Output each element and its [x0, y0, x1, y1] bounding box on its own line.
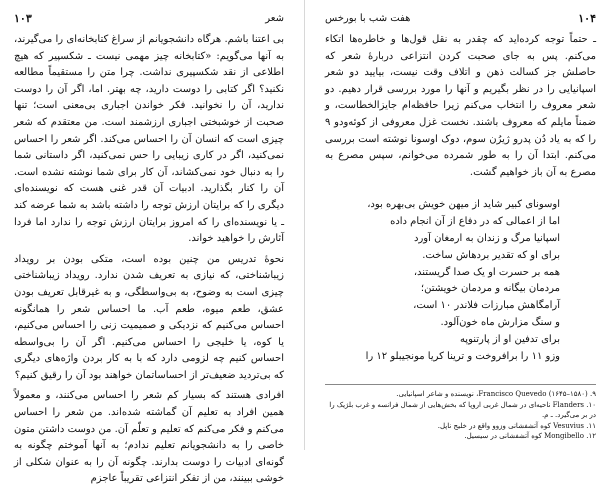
poem-line: مردمان بیگانه و مردمان خویشتن؛: [420, 283, 560, 295]
footnotes: [325, 384, 596, 442]
poem-line: اوسونای کبیر شاید از میهن خویش بی‌بهره بود،: [367, 199, 560, 211]
page-number: ۱۰۳: [14, 11, 32, 25]
poem-line: و سنگ مزارش ماه خون‌آلود.: [440, 316, 560, 328]
running-title: هفت شب با بورخس: [325, 12, 411, 24]
left-page: [0, 0, 305, 485]
paragraph: بی اعتنا باشم. هرگاه دانشجویانم از سراغ کتابخانه‌ای را می‌گیرند، به آنها می‌گویم: «کتابخانه چیز مهمی نیست ـ شکسپیر که هیچ اطلاعی از نقد شکسپیری نداشت. چرا متن را مستقیماً مطالعه نکنید؟ اگر کتابی را دوست دارید، چه بهتر. اما، اگر آن را دوست ندارید، آن را نخوانید. فکر خواندن اجباری بی‌معنی است؛ تنها صحبت از خوشبختی اجباری ارزشمند است. من معتقدم که شعر چیزی است که انسان آن را احساس می‌کند. اگر شعر را احساس نمی‌کنید، اگر در کاری زیبایی را حس نمی‌کنید، اگر داستانی شما را به دنبال خود نمی‌کشاند، آن کار برای شما نوشته نشده است. آن را کنار بگذارید. ادبیات آن قدر غنی هست که نویسنده‌ای دیگری را که برایتان ارزش توجه را داشته باشد به شما عرضه کند ـ یا نویسنده‌ای را که امروز برایتان ارزش توجه را ندارد اما فردا آثارش را خواهید خواند.: [14, 34, 284, 245]
right-page-header: [325, 10, 596, 26]
poem-line: برای تدفین او از پارتنوپه: [459, 333, 560, 345]
paragraph: ـ حتماً توجه کرده‌اید که چقدر به نقل قول‌ها و خاطره‌ها اتکاء می‌کنم. پس به جای صحبت کردن انتزاعی دربارهٔ شعر که حاصلش جز کسالت ذهن و اتلاف وقت نیست، بیایید دو شعر اسپانیایی را در نظر بگیریم و آنها را مورد بررسی قرار دهیم. دو شعر معروف را انتخاب می‌کنم زیرا حافظه‌ام جایزالخطاست، و ضمناً مایلم که معروف باشند. نخست غزل معروفی از کوئه‌ودو ۹ را که به یاد دُن پدرو ژیرُن سوم، دوک اوسونا نوشته است بررسی می‌کنم. ابتدا آن را به طور شمرده می‌خوانم، سپس مصرع به مصرع به آن باز خواهیم گشت.: [325, 34, 596, 178]
footnote: ۱۱. Vesuvius کوه آتشفشانی وزوو واقع در خلیج ناپل.: [437, 421, 596, 430]
paragraph: نحوهٔ تدریس من چنین بوده است، متکی بودن بر رویداد زیباشناختی، که نیازی به تعریف شدن ندارد. رویداد زیباشناختی چیزی است به وضوح، به بی‌واسطگی، و به غیرقابل تعریف بودن عشق، طعم میوه، طعم آب. ما احساس شعر را همانگونه احساس می‌کنیم که نزدیکی و صمیمیت زنی را احساس می‌کنیم، یا کوه، یا خلیجی را احساس می‌کنیم. اگر آن را بی‌واسطه احساس کنیم چه لزومی دارد که با به کار بردن واژه‌های دیگری که بی‌تردید ضعیف‌تر از احساساتمان خواهند بود آن را رقیق کنیم؟: [14, 253, 284, 381]
poem-line: برای او که تقدیر بردهاش ساخت.: [422, 249, 560, 261]
paragraph: افرادی هستند که بسیار کم شعر را احساس می‌کنند، و معمولاً همین افراد به تعلیم آن گماشته شده‌اند. من شعر را احساس می‌کنم و فکر می‌کنم که تعلیم و تعلّم آن. من دوست داشتن متون خاصی را به دانشجویانم تعلیم ندادم؛ به آنها آموختم چگونه به گونه‌ای ادبیات را دوست بدارند. چگونه آن را به عنوان شکلی از خوشی ببینند، من از تفکر انتزاعی تقریباً عاجزم: [14, 390, 284, 485]
poem: [325, 197, 560, 365]
poem-line: آرامگاهش مبارزات فلاندر ۱۰ است،: [413, 300, 560, 312]
footnote: ۹. Francisco Quevedo (۱۶۴۵–۱۵۸۰)، نویسنده و شاعر اسپانیایی.: [396, 390, 596, 399]
poem-line: وزو ۱۱ را برافروخت و ترینا کریا مونجیبلو ۱۲ را: [365, 350, 560, 362]
running-title: شعر: [265, 12, 284, 24]
footnote: ۱۲. Mongibello کوه آتشفشانی در سیسیل.: [464, 432, 596, 441]
right-page: [305, 0, 610, 450]
poem-line: همه بر حسرت او یک صدا گریستند،: [413, 266, 560, 278]
footnote: ۱۰. Flanders ناحیه‌ای در شمال غربی اروپا که بخش‌هایی از شمال فرانسه و غرب بلژیک را: [329, 400, 596, 409]
poem-line: اما از اعمالی که در دفاع از آن انجام داده: [390, 216, 560, 228]
page-number: ۱۰۴: [578, 11, 596, 25]
poem-line: اسپانیا مرگ و زندان به ارمغان آورد: [414, 232, 560, 244]
footnote: در بر می‌گیرد. ـ م.: [541, 411, 596, 420]
left-page-header: [14, 10, 284, 26]
